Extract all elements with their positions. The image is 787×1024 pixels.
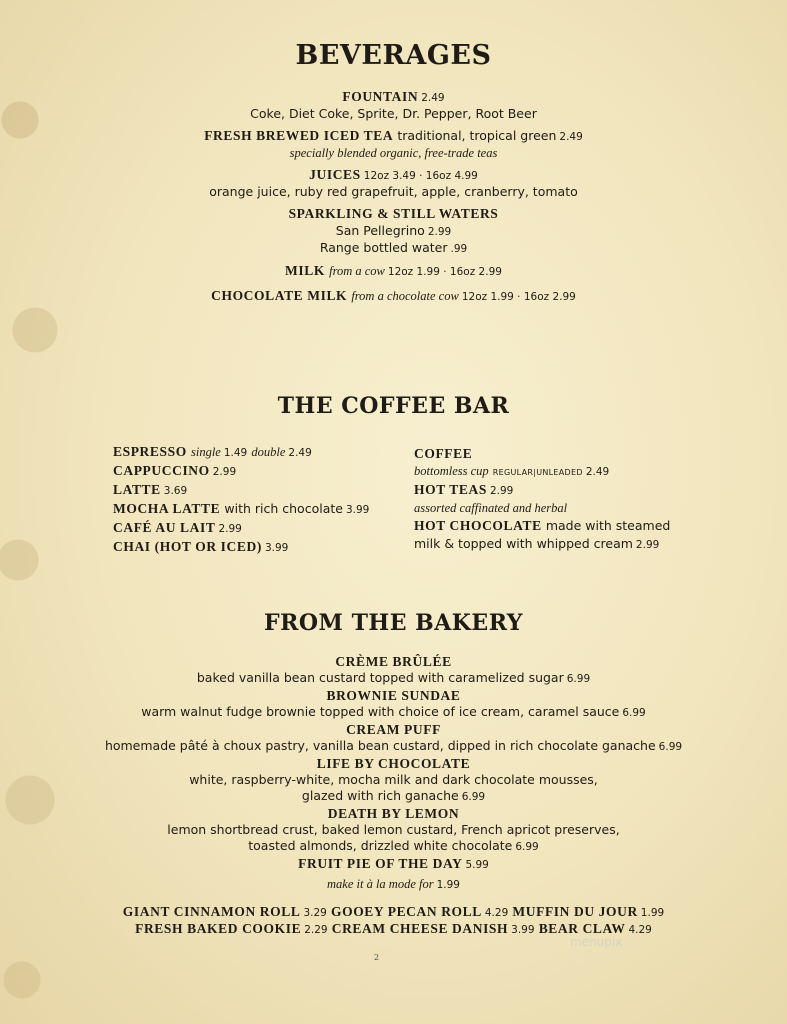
item-name: HOT CHOCOLATE bbox=[414, 518, 542, 533]
item-price: 12oz 1.99 · 16oz 2.99 bbox=[461, 291, 576, 303]
item-price: 3.99 bbox=[345, 504, 370, 516]
item-note: bottomless cup bbox=[414, 464, 489, 478]
item-name: ESPRESSO bbox=[113, 444, 187, 459]
item-desc: white, raspberry-white, mocha milk and dark chocolate mousses, bbox=[189, 772, 598, 787]
item-desc: lemon shortbread crust, baked lemon custard, French apricot preserves, bbox=[167, 822, 620, 837]
item-price: 6.99 bbox=[658, 741, 683, 753]
item-price: 6.99 bbox=[622, 707, 646, 719]
item-desc: toasted almonds, drizzled white chocolate bbox=[248, 838, 513, 853]
coffee-right-column bbox=[414, 445, 670, 554]
item-desc: made with steamed bbox=[545, 518, 671, 533]
beverages-list bbox=[0, 89, 787, 305]
item-price: 3.99 bbox=[511, 924, 535, 936]
item-name: MILK bbox=[285, 263, 325, 278]
item-name: GOOEY PECAN ROLL bbox=[331, 904, 482, 919]
item-name: CRÈME BRÛLÉE bbox=[335, 654, 452, 669]
item-name: MUFFIN DU JOUR bbox=[512, 904, 638, 919]
item-price: 6.99 bbox=[566, 673, 591, 685]
brownie-desc bbox=[0, 704, 787, 721]
hot-chocolate-detail bbox=[414, 535, 670, 554]
item-name: BROWNIE SUNDAE bbox=[326, 688, 461, 703]
death-by-lemon-desc2 bbox=[0, 838, 787, 855]
coffee-bar-title: THE COFFEE BAR bbox=[277, 393, 510, 419]
item-sub: REGULAR|UNLEADED bbox=[492, 468, 583, 477]
life-by-choc-desc2 bbox=[0, 788, 787, 805]
cream-puff-desc bbox=[0, 738, 787, 755]
item-price: 6.99 bbox=[461, 791, 486, 803]
item-note: from a cow bbox=[329, 264, 385, 278]
milk-item bbox=[0, 263, 787, 280]
item-note: double bbox=[251, 445, 286, 459]
item-name: MOCHA LATTE bbox=[113, 501, 221, 516]
item-name: FRUIT PIE OF THE DAY bbox=[298, 856, 463, 871]
item-desc: warm walnut fudge brownie topped with choice of ice cream, caramel sauce bbox=[141, 704, 620, 719]
item-note: from a chocolate cow bbox=[351, 289, 459, 303]
juices-item bbox=[0, 167, 787, 184]
fruit-pie-item bbox=[0, 856, 787, 873]
item-price: 5.99 bbox=[465, 859, 489, 871]
item-desc: Range bottled water bbox=[319, 240, 448, 255]
item-name: CAPPUCCINO bbox=[113, 463, 210, 478]
item-note: make it à la mode for bbox=[327, 877, 434, 891]
chai-item bbox=[113, 538, 369, 557]
waters-line1 bbox=[0, 223, 787, 240]
bakery-title: FROM THE BAKERY bbox=[263, 610, 524, 636]
item-name: LATTE bbox=[113, 482, 161, 497]
item-price: 4.29 bbox=[484, 907, 509, 919]
item-price: 3.99 bbox=[264, 542, 289, 554]
item-name: FRESH BREWED ICED TEA bbox=[204, 128, 394, 143]
item-price: 4.29 bbox=[628, 924, 652, 936]
item-desc: glazed with rich ganache bbox=[301, 788, 459, 803]
latte-item bbox=[113, 481, 369, 500]
item-name: BEAR CLAW bbox=[538, 921, 626, 936]
bakery-row-1 bbox=[0, 904, 787, 920]
item-desc: homemade pâté à choux pastry, vanilla bean custard, dipped in rich chocolate ganache bbox=[104, 738, 656, 753]
item-name: GIANT CINNAMON ROLL bbox=[122, 904, 301, 919]
item-price: 1.49 bbox=[223, 447, 248, 459]
item-price: 2.99 bbox=[218, 523, 242, 535]
item-name: FOUNTAIN bbox=[342, 89, 419, 104]
waters-item bbox=[0, 206, 787, 223]
item-name: SPARKLING & STILL WATERS bbox=[288, 206, 499, 221]
item-desc: milk & topped with whipped cream bbox=[414, 536, 633, 551]
item-price: 3.69 bbox=[163, 485, 188, 497]
item-name: CREAM CHEESE DANISH bbox=[331, 921, 509, 936]
cafe-au-lait-item bbox=[113, 519, 369, 538]
item-price: 2.99 bbox=[635, 539, 660, 551]
fruit-pie-note bbox=[0, 876, 787, 893]
item-note: assorted caffinated and herbal bbox=[414, 501, 568, 515]
item-price: 2.99 bbox=[427, 226, 452, 238]
item-name: COFFEE bbox=[414, 446, 473, 461]
item-price: 12oz 3.49 · 16oz 4.99 bbox=[363, 170, 478, 182]
item-name: CAFÉ AU LAIT bbox=[113, 520, 216, 535]
fountain-item bbox=[0, 89, 787, 106]
item-price: 2.49 bbox=[421, 92, 445, 104]
item-desc: with rich chocolate bbox=[224, 501, 343, 516]
item-price: 2.99 bbox=[212, 466, 237, 478]
item-price: 2.49 bbox=[559, 131, 583, 143]
item-desc: baked vanilla bean custard topped with caramelized sugar bbox=[196, 670, 564, 685]
item-name: CREAM PUFF bbox=[346, 722, 441, 737]
item-desc: San Pellegrino bbox=[335, 223, 425, 238]
coffee-item bbox=[414, 445, 670, 463]
cappuccino-item bbox=[113, 462, 369, 481]
item-name: CHAI (HOT OR ICED) bbox=[113, 539, 262, 554]
item-name: JUICES bbox=[309, 167, 361, 182]
item-desc: orange juice, ruby red grapefruit, apple, cranberry, tomato bbox=[209, 184, 578, 199]
beverages-title: BEVERAGES bbox=[295, 40, 492, 71]
item-desc: traditional, tropical green bbox=[397, 128, 557, 143]
watermark: menupix bbox=[570, 935, 623, 949]
bakery-row-2 bbox=[0, 921, 787, 937]
espresso-item bbox=[113, 443, 369, 462]
item-price: .99 bbox=[450, 243, 468, 255]
item-price: 3.29 bbox=[303, 907, 327, 919]
coffee-detail bbox=[414, 463, 670, 481]
item-name: DEATH BY LEMON bbox=[327, 806, 460, 821]
coffee-left-column bbox=[113, 443, 369, 557]
item-price: 2.29 bbox=[304, 924, 328, 936]
creme-brulee-desc bbox=[0, 670, 787, 687]
item-price: 2.49 bbox=[288, 447, 312, 459]
hot-chocolate-item bbox=[414, 517, 670, 535]
item-price: 1.99 bbox=[436, 879, 460, 891]
item-name: HOT TEAS bbox=[414, 482, 487, 497]
item-price: 2.49 bbox=[585, 466, 610, 478]
chocolate-milk-item bbox=[0, 288, 787, 305]
item-note: single bbox=[190, 445, 221, 459]
item-price: 12oz 1.99 · 16oz 2.99 bbox=[387, 266, 502, 278]
item-note: specially blended organic, free-trade teas bbox=[289, 146, 498, 160]
item-desc: Coke, Diet Coke, Sprite, Dr. Pepper, Root Beer bbox=[250, 106, 537, 121]
item-price: 2.99 bbox=[489, 485, 514, 497]
mocha-latte-item bbox=[113, 500, 369, 519]
iced-tea-item bbox=[0, 128, 787, 145]
item-name: FRESH BAKED COOKIE bbox=[135, 921, 302, 936]
bakery-list bbox=[0, 654, 787, 893]
item-name: CHOCOLATE MILK bbox=[211, 288, 348, 303]
item-price: 6.99 bbox=[515, 841, 539, 853]
hot-teas-item bbox=[414, 481, 670, 500]
page-number: 2 bbox=[374, 953, 380, 962]
item-name: LIFE BY CHOCOLATE bbox=[316, 756, 471, 771]
waters-line2 bbox=[0, 240, 787, 257]
item-price: 1.99 bbox=[640, 907, 665, 919]
